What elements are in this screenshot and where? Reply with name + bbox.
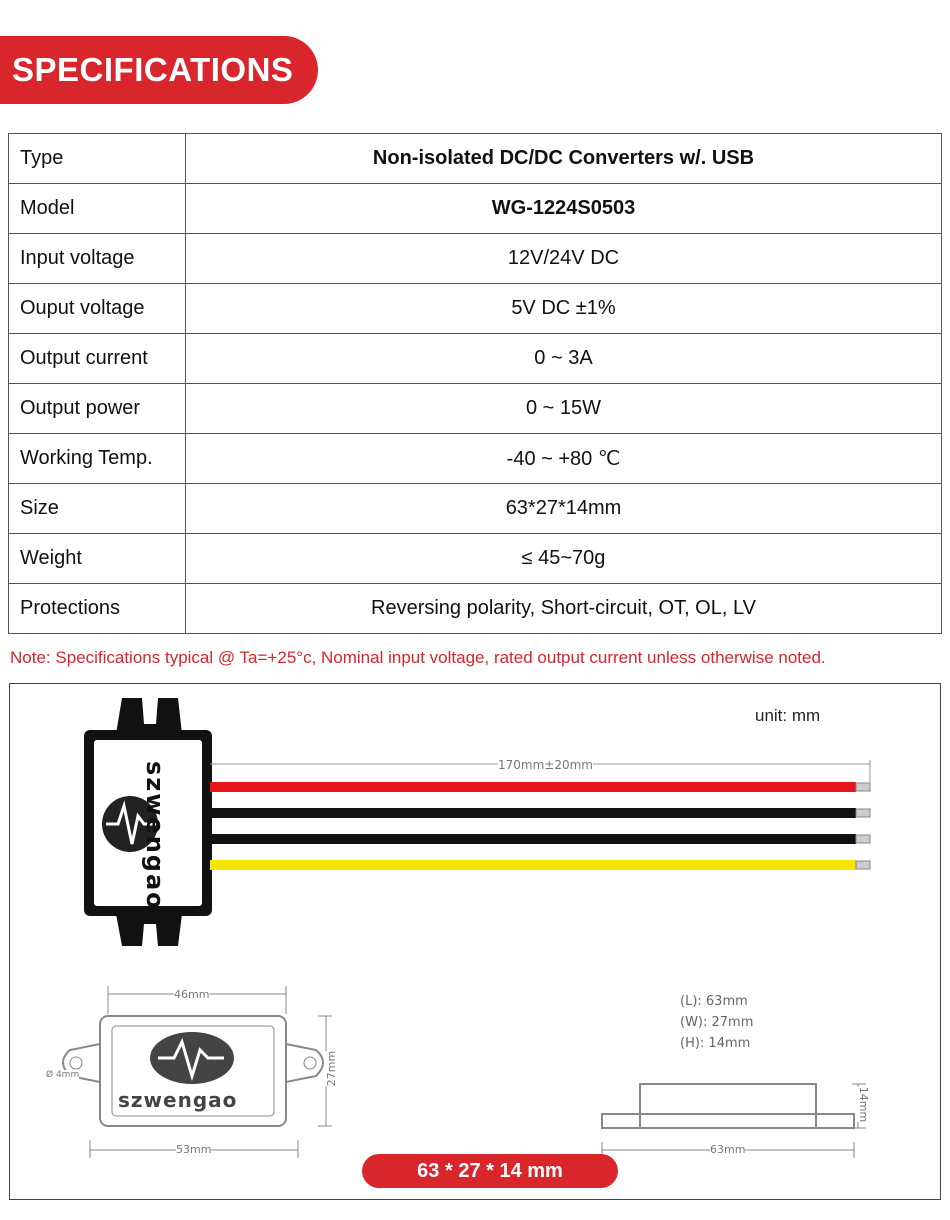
- side-length-label: 63mm: [710, 1143, 746, 1156]
- spec-row: [9, 384, 942, 434]
- spec-label: Output current: [9, 334, 186, 384]
- wire-black-2: [210, 834, 856, 844]
- spec-value: Reversing polarity, Short-circuit, OT, OL, LV: [186, 584, 942, 634]
- spec-value: 12V/24V DC: [186, 234, 942, 284]
- dimension-height: (H): 14mm: [680, 1036, 751, 1051]
- bottom-width-label: 53mm: [176, 1143, 212, 1156]
- spec-row: [9, 134, 942, 184]
- section-banner: [0, 36, 318, 104]
- spec-value: -40 ~ +80 ℃: [186, 434, 942, 484]
- spec-row: [9, 284, 942, 334]
- spec-value: 0 ~ 3A: [186, 334, 942, 384]
- spec-label: Type: [9, 134, 186, 184]
- spec-row: [9, 184, 942, 234]
- spec-value: 5V DC ±1%: [186, 284, 942, 334]
- cable-length-label: 170mm±20mm: [498, 758, 593, 772]
- spec-table: [8, 133, 942, 634]
- spec-row: [9, 534, 942, 584]
- section-title: SPECIFICATIONS: [12, 51, 294, 88]
- spec-row: [9, 334, 942, 384]
- cable-wires: [210, 760, 870, 870]
- top-width-label: 46mm: [174, 988, 210, 1001]
- dimension-list: [680, 991, 753, 1054]
- spec-label: Output power: [9, 384, 186, 434]
- front-drawing: [63, 986, 332, 1158]
- spec-label: Size: [9, 484, 186, 534]
- dimension-length: (L): 63mm: [680, 994, 748, 1009]
- spec-label: Working Temp.: [9, 434, 186, 484]
- spec-value: 0 ~ 15W: [186, 384, 942, 434]
- unit-label: unit: mm: [755, 706, 821, 725]
- hole-diameter-label: Ø 4mm: [46, 1070, 80, 1080]
- drawing-brand-text: szwengao: [118, 1088, 238, 1112]
- spec-value: WG-1224S0503: [186, 184, 942, 234]
- side-height-label: 14mm: [857, 1086, 871, 1123]
- spec-label: Weight: [9, 534, 186, 584]
- spec-label: Ouput voltage: [9, 284, 186, 334]
- wire-yellow: [210, 860, 856, 870]
- dimension-width: (W): 27mm: [680, 1015, 754, 1030]
- height-label: 27mm: [325, 1050, 339, 1087]
- spec-label: Model: [9, 184, 186, 234]
- wire-red: [210, 782, 856, 792]
- spec-row: [9, 234, 942, 284]
- wire-black-1: [210, 808, 856, 818]
- spec-row: [9, 584, 942, 634]
- spec-label: Protections: [9, 584, 186, 634]
- size-badge: 63 * 27 * 14 mm: [362, 1154, 618, 1188]
- spec-row: [9, 484, 942, 534]
- spec-value: ≤ 45~70g: [186, 534, 942, 584]
- mounting-ear-bottom: [116, 914, 182, 946]
- module-brand-text: szwengao: [141, 761, 169, 911]
- spec-value: Non-isolated DC/DC Converters w/. USB: [186, 134, 942, 184]
- mounting-ear-top: [116, 698, 182, 734]
- spec-label: Input voltage: [9, 234, 186, 284]
- spec-value: 63*27*14mm: [186, 484, 942, 534]
- spec-row: [9, 434, 942, 484]
- product-figure: [9, 683, 941, 1200]
- spec-note: Note: Specifications typical @ Ta=+25°c, Nominal input voltage, rated output current unless otherwise noted.: [10, 648, 826, 667]
